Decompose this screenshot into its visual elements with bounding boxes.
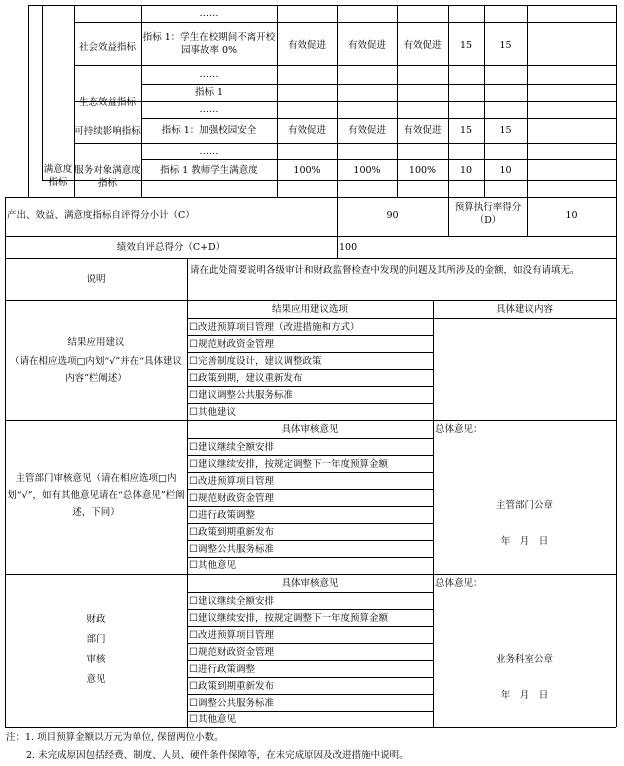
note-1: 注：1. 项目预算金额以万元为单位, 保留两位小数。 <box>6 732 224 743</box>
row-line <box>187 711 433 712</box>
finance-review-label: 审核 <box>86 654 106 665</box>
sustain-value: 有效促进 <box>347 125 386 136</box>
finance-option-checkbox[interactable]: ☐ 政策到期重新发布 <box>189 680 274 693</box>
finance-overall-label: 总体意见： <box>435 578 483 589</box>
row-line <box>187 523 433 524</box>
row-line <box>187 472 433 473</box>
col-line <box>616 5 617 727</box>
result-option-checkbox[interactable]: ☐ 其他建议 <box>189 406 236 419</box>
row-line <box>141 84 616 85</box>
budget-exec-label: 预算执行率得分（D） <box>454 202 522 226</box>
row-line <box>5 300 616 301</box>
eco-indicator: 指标 1 <box>194 87 224 98</box>
satisfaction-indicator: 指标 1 教师学生满意度 <box>160 165 258 176</box>
finance-option-checkbox[interactable]: ☐ 建议继续全额安排 <box>189 595 274 608</box>
sustain-value: 15 <box>499 125 512 136</box>
row-line <box>5 258 616 259</box>
result-application-instruction: （请在相应选项□内划“√”并在“具体建议内容”栏阐述） <box>9 356 183 384</box>
social-value: 有效促进 <box>287 40 326 51</box>
note-2: 2. 未完成原因包括经费、制度、人员、硬件条件保障等，在未完成原因及改进措施中说明。 <box>26 750 409 761</box>
row-line <box>5 197 616 198</box>
result-option-checkbox[interactable]: ☐ 政策到期，建议重新发布 <box>189 372 302 385</box>
dots: …… <box>199 69 219 80</box>
result-options-header: 结果应用建议选项 <box>271 304 348 315</box>
subtotal-label: 产出、效益、满意度指标自评得分小计（C） <box>7 210 195 221</box>
explanation-text: 请在此处简要说明各级审计和财政监督检查中发现的问题及其所涉及的金额，如没有请填无。 <box>190 265 580 276</box>
dept-option-checkbox[interactable]: ☐ 规范财政资金管理 <box>189 492 274 505</box>
satisfaction-value: 10 <box>459 165 473 176</box>
subtotal-value: 90 <box>386 210 399 221</box>
finance-option-checkbox[interactable]: ☐ 进行政策调整 <box>189 663 255 676</box>
row-line <box>74 22 616 23</box>
result-option-checkbox[interactable]: ☐ 改进预算项目管理（改进措施和方式） <box>189 321 359 334</box>
finance-option-checkbox[interactable]: ☐ 调整公共服务标准 <box>189 697 274 710</box>
finance-review-label: 意见 <box>86 674 106 685</box>
row-line <box>187 386 433 387</box>
row-line <box>141 159 616 160</box>
satisfaction-group-label: 满意度指标 <box>43 164 73 188</box>
dept-option-checkbox[interactable]: ☐ 政策到期重新发布 <box>189 526 274 539</box>
satisfaction-value: 100% <box>408 165 437 176</box>
row-line <box>187 438 433 439</box>
explanation-label: 说明 <box>86 274 106 285</box>
dept-overall-label: 总体意见： <box>435 424 483 435</box>
sustain-value: 有效促进 <box>287 125 326 136</box>
social-benefit-label: 社会效益指标 <box>78 42 136 53</box>
finance-review-label: 财政 <box>86 614 106 625</box>
result-application-label: 结果应用建议 <box>67 337 125 348</box>
satisfaction-value: 10 <box>499 165 512 176</box>
col-line <box>187 258 188 727</box>
total-value: 100 <box>339 242 358 253</box>
row-line <box>5 236 616 237</box>
row-line <box>187 403 433 404</box>
dept-option-checkbox[interactable]: ☐ 进行政策调整 <box>189 509 255 522</box>
social-value: 15 <box>459 40 473 51</box>
dept-option-checkbox[interactable]: ☐ 改进预算项目管理 <box>189 475 274 488</box>
dots: …… <box>199 8 219 19</box>
finance-option-checkbox[interactable]: ☐ 规范财政资金管理 <box>189 646 274 659</box>
sustainable-impact-label: 可持续影响指标 <box>74 126 141 137</box>
dept-date: 年 月 日 <box>500 536 549 547</box>
total-label: 绩效自评总得分（C+D） <box>116 242 226 253</box>
row-line <box>187 660 433 661</box>
row-line <box>187 626 433 627</box>
row-line <box>187 592 433 593</box>
social-value: 15 <box>499 40 512 51</box>
dept-option-checkbox[interactable]: ☐ 调整公共服务标准 <box>189 543 274 556</box>
row-line <box>187 643 433 644</box>
dots: …… <box>199 146 219 157</box>
row-line <box>74 143 616 144</box>
row-line <box>187 609 433 610</box>
row-line <box>187 557 433 558</box>
sustain-value: 15 <box>459 125 473 136</box>
row-line <box>187 455 433 456</box>
row-line <box>187 694 433 695</box>
result-option-checkbox[interactable]: ☐ 规范财政资金管理 <box>189 338 274 351</box>
row-line <box>187 677 433 678</box>
col-line <box>42 5 43 180</box>
finance-option-checkbox[interactable]: ☐ 建议继续安排，按规定调整下一年度预算金额 <box>189 612 388 625</box>
dept-options-header: 具体审核意见 <box>281 424 339 435</box>
row-line <box>5 574 616 575</box>
col-line <box>28 5 29 197</box>
dept-option-checkbox[interactable]: ☐ 其他意见 <box>189 559 236 572</box>
eco-benefit-label: 生态效益指标 <box>78 97 136 108</box>
sustain-indicator: 指标 1：加强校园安全 <box>161 125 257 136</box>
row-line <box>187 352 433 353</box>
dept-seal-label: 主管部门公章 <box>495 500 553 511</box>
finance-date: 年 月 日 <box>500 690 549 701</box>
row-line <box>187 335 433 336</box>
finance-review-label: 部门 <box>86 634 106 645</box>
sustain-value: 有效促进 <box>403 125 442 136</box>
finance-options-header: 具体审核意见 <box>281 578 339 589</box>
dots: …… <box>199 104 219 115</box>
row-line <box>187 540 433 541</box>
dept-review-label: 主管部门审核意见（请在相应选项□内划“√”，如有其他意见请在“总体意见”栏阐述，下同） <box>7 473 185 518</box>
finance-seal-label: 业务科室公章 <box>495 654 553 665</box>
satisfaction-value: 100% <box>353 165 381 176</box>
social-value: 有效促进 <box>347 40 386 51</box>
row-line <box>187 489 433 490</box>
row-line <box>74 65 616 66</box>
row-line <box>187 369 433 370</box>
row-line <box>187 318 616 319</box>
budget-exec-value: 10 <box>565 210 578 221</box>
result-option-checkbox[interactable]: ☐ 完善制度设计，建议调整政策 <box>189 355 321 368</box>
row-line <box>74 101 616 102</box>
col-line <box>527 5 528 236</box>
row-line <box>187 506 433 507</box>
dept-option-checkbox[interactable]: ☐ 建议继续全额安排 <box>189 441 274 454</box>
finance-option-checkbox[interactable]: ☐ 其他意见 <box>189 713 236 726</box>
social-indicator: 指标 1：学生在校期间不离开校园事故率 0% <box>142 32 276 56</box>
satisfaction-label: 服务对象满意度指标 <box>74 165 141 189</box>
satisfaction-value: 100% <box>293 165 321 176</box>
row-line <box>141 118 616 119</box>
social-value: 有效促进 <box>403 40 442 51</box>
content-header: 具体建议内容 <box>495 304 553 315</box>
dept-option-checkbox[interactable]: ☐ 建议继续安排，按规定调整下一年度预算金额 <box>189 458 388 471</box>
row-line <box>5 727 616 728</box>
result-option-checkbox[interactable]: ☐ 建议调整公共服务标准 <box>189 389 293 402</box>
row-line <box>5 420 616 421</box>
finance-option-checkbox[interactable]: ☐ 改进预算项目管理 <box>189 629 274 642</box>
